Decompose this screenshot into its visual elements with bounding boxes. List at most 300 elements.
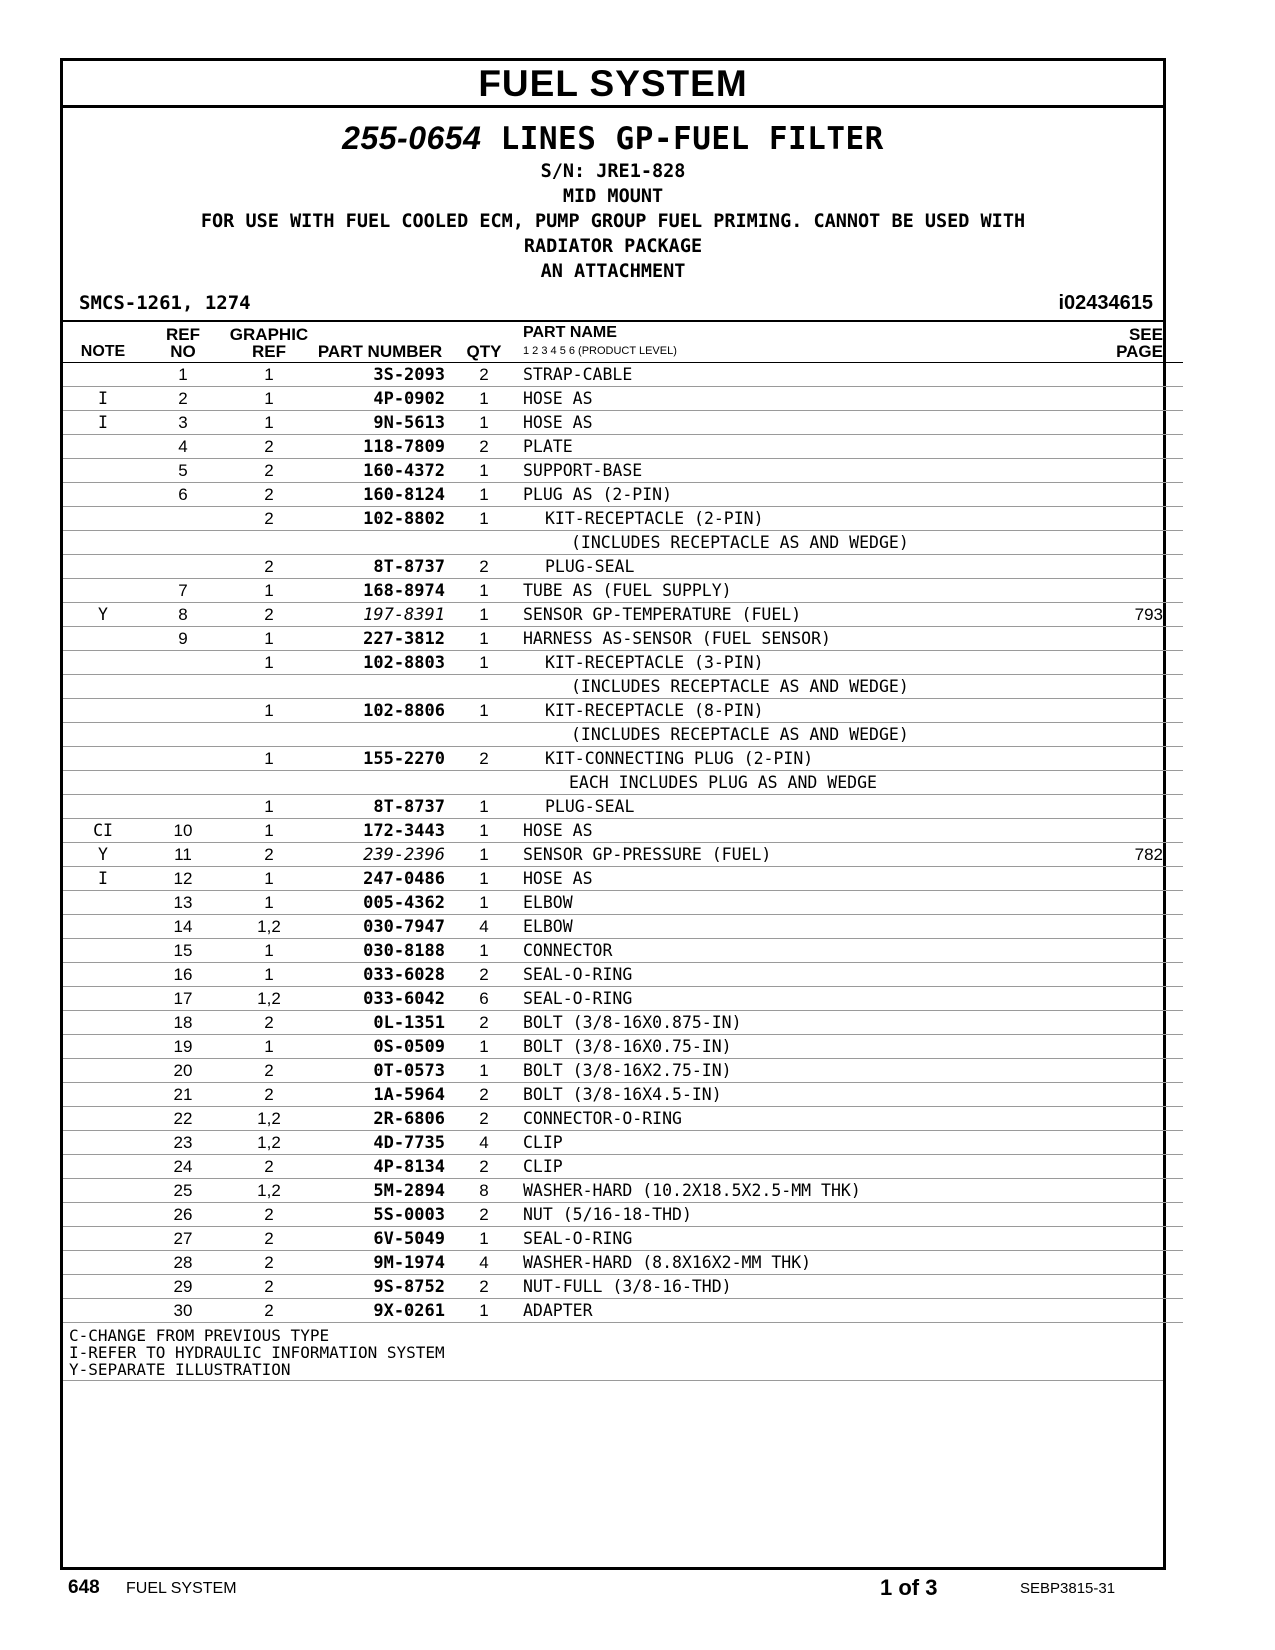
- cell-ref-no: 6: [143, 483, 223, 507]
- footer-section: FUEL SYSTEM: [126, 1580, 237, 1597]
- cell-ref-no: [143, 699, 223, 723]
- cell-graphic-ref: 2: [223, 1155, 315, 1179]
- cell-graphic-ref: 1,2: [223, 915, 315, 939]
- cell-ref-no: 8: [143, 603, 223, 627]
- cell-note: [63, 507, 143, 531]
- table-row: [63, 411, 1183, 435]
- cell-graphic-ref: 2: [223, 1083, 315, 1107]
- table-row: [63, 723, 1183, 747]
- part-name-text: BOLT (3/8-16X0.875-IN): [523, 1013, 742, 1032]
- table-row: [63, 1131, 1183, 1155]
- cell-part-name: [523, 963, 1043, 987]
- cell-note: [63, 483, 143, 507]
- cell-see-page: [1043, 939, 1183, 963]
- cell-part-number: 9N-5613: [315, 411, 445, 435]
- cell-part-name: [523, 723, 1043, 747]
- cell-qty: 4: [445, 1131, 523, 1155]
- cell-see-page: [1043, 387, 1183, 411]
- cell-graphic-ref: 2: [223, 483, 315, 507]
- part-name-text: SUPPORT-BASE: [523, 461, 643, 480]
- table-row: [63, 555, 1183, 579]
- part-name-text: (INCLUDES RECEPTACLE AS AND WEDGE): [571, 725, 909, 744]
- cell-part-name: [523, 915, 1043, 939]
- description-line-2: FOR USE WITH FUEL COOLED ECM, PUMP GROUP FUEL PRIMING. CANNOT BE USED WITH: [200, 211, 1026, 232]
- smcs-code: SMCS-1261, 1274: [79, 292, 251, 314]
- cell-see-page: [1043, 1131, 1183, 1155]
- cell-see-page: [1043, 963, 1183, 987]
- cell-ref-no: [143, 795, 223, 819]
- col-part-name: PART NAME 1 2 3 4 5 6 (PRODUCT LEVEL): [523, 324, 677, 357]
- part-name-text: SEAL-O-RING: [523, 965, 633, 984]
- cell-note: [63, 675, 143, 699]
- cell-part-name: [523, 387, 1043, 411]
- cell-ref-no: 10: [143, 819, 223, 843]
- cell-part-name: [523, 1035, 1043, 1059]
- table-row: [63, 987, 1183, 1011]
- cell-ref-no: 26: [143, 1203, 223, 1227]
- cell-qty: 1: [445, 795, 523, 819]
- cell-part-number: 0T-0573: [315, 1059, 445, 1083]
- cell-part-number: 160-8124: [315, 483, 445, 507]
- cell-note: [63, 555, 143, 579]
- cell-note: [63, 1131, 143, 1155]
- table-row: [63, 1227, 1183, 1251]
- cell-part-number: [315, 531, 445, 555]
- cell-part-name: [523, 459, 1043, 483]
- table-row: [63, 939, 1183, 963]
- part-name-text: BOLT (3/8-16X0.75-IN): [523, 1037, 732, 1056]
- cell-part-number: 1A-5964: [315, 1083, 445, 1107]
- cell-note: I: [63, 387, 143, 411]
- cell-ref-no: 11: [143, 843, 223, 867]
- cell-part-number: 6V-5049: [315, 1227, 445, 1251]
- col-part-number: PART NUMBER: [317, 342, 443, 361]
- table-row: [63, 603, 1183, 627]
- cell-qty: 2: [445, 555, 523, 579]
- cell-note: [63, 987, 143, 1011]
- cell-part-number: 102-8802: [315, 507, 445, 531]
- cell-graphic-ref: 2: [223, 1011, 315, 1035]
- section-title: FUEL SYSTEM: [63, 61, 1163, 108]
- table-row: [63, 1203, 1183, 1227]
- cell-part-number: 155-2270: [315, 747, 445, 771]
- cell-see-page: [1043, 699, 1183, 723]
- cell-graphic-ref: 1,2: [223, 987, 315, 1011]
- table-row: [63, 1107, 1183, 1131]
- table-row: [63, 1059, 1183, 1083]
- part-name-text: CLIP: [523, 1133, 563, 1152]
- cell-ref-no: [143, 747, 223, 771]
- cell-ref-no: 12: [143, 867, 223, 891]
- cell-ref-no: 17: [143, 987, 223, 1011]
- cell-ref-no: [143, 651, 223, 675]
- part-name-text: SEAL-O-RING: [523, 989, 633, 1008]
- cell-note: [63, 459, 143, 483]
- cell-graphic-ref: 1,2: [223, 1131, 315, 1155]
- cell-part-name: [523, 795, 1043, 819]
- cell-part-number: 8T-8737: [315, 555, 445, 579]
- cell-graphic-ref: 2: [223, 1203, 315, 1227]
- cell-qty: 8: [445, 1179, 523, 1203]
- cell-see-page: [1043, 483, 1183, 507]
- table-row: [63, 627, 1183, 651]
- cell-note: [63, 1083, 143, 1107]
- cell-graphic-ref: 1: [223, 747, 315, 771]
- cell-graphic-ref: 1: [223, 579, 315, 603]
- cell-qty: 1: [445, 1299, 523, 1323]
- cell-ref-no: 29: [143, 1275, 223, 1299]
- cell-graphic-ref: [223, 675, 315, 699]
- part-name-text: CONNECTOR: [523, 941, 613, 960]
- part-name-text: HOSE AS: [523, 413, 593, 432]
- cell-graphic-ref: [223, 771, 315, 795]
- part-name-text: HOSE AS: [523, 869, 593, 888]
- cell-part-name: [523, 1011, 1043, 1035]
- cell-ref-no: 9: [143, 627, 223, 651]
- cell-graphic-ref: 1: [223, 387, 315, 411]
- cell-qty: 4: [445, 1251, 523, 1275]
- notes-legend: [63, 1323, 1163, 1381]
- cell-graphic-ref: 1: [223, 699, 315, 723]
- table-row: [63, 915, 1183, 939]
- cell-note: [63, 915, 143, 939]
- cell-see-page: [1043, 795, 1183, 819]
- group-title: LINES GP-FUEL FILTER: [500, 121, 884, 157]
- table-row: [63, 1155, 1183, 1179]
- part-name-text: ELBOW: [523, 917, 573, 936]
- cell-ref-no: 19: [143, 1035, 223, 1059]
- footer-doc-code: SEBP3815-31: [1020, 1580, 1116, 1597]
- cell-note: [63, 1203, 143, 1227]
- cell-part-number: 9X-0261: [315, 1299, 445, 1323]
- cell-qty: [445, 675, 523, 699]
- cell-part-name: [523, 363, 1043, 387]
- cell-qty: 4: [445, 915, 523, 939]
- cell-part-name: [523, 531, 1043, 555]
- cell-see-page: [1043, 531, 1183, 555]
- cell-part-name: [523, 867, 1043, 891]
- parts-table: [63, 322, 1183, 1323]
- cell-graphic-ref: 2: [223, 843, 315, 867]
- table-row: [63, 675, 1183, 699]
- cell-qty: 6: [445, 987, 523, 1011]
- note-change: C-CHANGE FROM PREVIOUS TYPE: [69, 1326, 330, 1345]
- cell-part-name: [523, 411, 1043, 435]
- product-level-scale: 1 2 3 4 5 6 (PRODUCT LEVEL): [523, 345, 677, 357]
- cell-note: I: [63, 867, 143, 891]
- cell-qty: [445, 771, 523, 795]
- cell-part-number: 033-6042: [315, 987, 445, 1011]
- table-row: [63, 435, 1183, 459]
- cell-part-name: [523, 699, 1043, 723]
- cell-qty: 1: [445, 699, 523, 723]
- part-name-text: WASHER-HARD (10.2X18.5X2.5-MM THK): [523, 1181, 861, 1200]
- cell-part-number: 172-3443: [315, 819, 445, 843]
- part-name-text: PLUG-SEAL: [545, 797, 635, 816]
- cell-ref-no: 25: [143, 1179, 223, 1203]
- part-name-text: PLUG-SEAL: [545, 557, 635, 576]
- cell-part-name: [523, 507, 1043, 531]
- parts-table-body: [63, 363, 1183, 1323]
- cell-see-page: [1043, 1155, 1183, 1179]
- cell-part-number: 102-8806: [315, 699, 445, 723]
- part-name-text: TUBE AS (FUEL SUPPLY): [523, 581, 732, 600]
- cell-see-page: [1043, 1035, 1183, 1059]
- cell-see-page: [1043, 771, 1183, 795]
- footer-page-number: 648: [68, 1577, 100, 1598]
- cell-qty: 1: [445, 483, 523, 507]
- cell-ref-no: 2: [143, 387, 223, 411]
- cell-ref-no: 16: [143, 963, 223, 987]
- cell-part-number: 197-8391: [315, 603, 445, 627]
- part-name-text: BOLT (3/8-16X4.5-IN): [523, 1085, 722, 1104]
- cell-qty: 2: [445, 1155, 523, 1179]
- group-part-number: 255-0654: [342, 120, 482, 156]
- cell-graphic-ref: 2: [223, 1299, 315, 1323]
- cell-note: [63, 1251, 143, 1275]
- cell-graphic-ref: 1,2: [223, 1107, 315, 1131]
- cell-see-page: [1043, 1107, 1183, 1131]
- cell-qty: 1: [445, 939, 523, 963]
- cell-ref-no: [143, 771, 223, 795]
- part-name-text: HOSE AS: [523, 821, 593, 840]
- cell-ref-no: [143, 507, 223, 531]
- cell-part-name: [523, 1251, 1043, 1275]
- part-name-text: KIT-CONNECTING PLUG (2-PIN): [545, 749, 814, 768]
- cell-note: [63, 1011, 143, 1035]
- smcs-row: [63, 290, 1163, 322]
- table-row: [63, 963, 1183, 987]
- cell-part-number: 227-3812: [315, 627, 445, 651]
- cell-part-number: 9M-1974: [315, 1251, 445, 1275]
- cell-ref-no: 5: [143, 459, 223, 483]
- cell-ref-no: 28: [143, 1251, 223, 1275]
- cell-graphic-ref: 1: [223, 891, 315, 915]
- part-name-text: (INCLUDES RECEPTACLE AS AND WEDGE): [571, 677, 909, 696]
- cell-see-page: [1043, 1227, 1183, 1251]
- cell-ref-no: [143, 723, 223, 747]
- col-qty: QTY: [466, 342, 502, 361]
- cell-note: Y: [63, 603, 143, 627]
- cell-part-name: [523, 1059, 1043, 1083]
- cell-qty: 1: [445, 507, 523, 531]
- cell-part-name: [523, 603, 1043, 627]
- cell-ref-no: 18: [143, 1011, 223, 1035]
- table-row: [63, 795, 1183, 819]
- document-id: i02434615: [1058, 292, 1153, 314]
- cell-part-name: [523, 819, 1043, 843]
- cell-graphic-ref: 2: [223, 555, 315, 579]
- cell-part-name: [523, 1155, 1043, 1179]
- cell-see-page: [1043, 363, 1183, 387]
- cell-note: [63, 651, 143, 675]
- cell-qty: 1: [445, 411, 523, 435]
- page-footer: [0, 1575, 1275, 1605]
- cell-part-number: [315, 723, 445, 747]
- cell-graphic-ref: 2: [223, 1251, 315, 1275]
- cell-ref-no: 1: [143, 363, 223, 387]
- cell-part-number: 5M-2894: [315, 1179, 445, 1203]
- cell-part-number: 118-7809: [315, 435, 445, 459]
- cell-qty: 1: [445, 579, 523, 603]
- cell-part-number: 4P-0902: [315, 387, 445, 411]
- cell-part-name: [523, 843, 1043, 867]
- cell-see-page: [1043, 435, 1183, 459]
- cell-qty: 1: [445, 1059, 523, 1083]
- cell-ref-no: 20: [143, 1059, 223, 1083]
- cell-part-name: [523, 651, 1043, 675]
- part-name-text: ELBOW: [523, 893, 573, 912]
- cell-see-page: [1043, 1251, 1183, 1275]
- cell-note: [63, 1227, 143, 1251]
- table-row: [63, 1179, 1183, 1203]
- table-row: [63, 1251, 1183, 1275]
- cell-graphic-ref: 2: [223, 435, 315, 459]
- cell-part-number: 033-6028: [315, 963, 445, 987]
- table-row: [63, 531, 1183, 555]
- cell-ref-no: 3: [143, 411, 223, 435]
- cell-see-page: [1043, 1083, 1183, 1107]
- cell-ref-no: [143, 555, 223, 579]
- cell-graphic-ref: 1: [223, 867, 315, 891]
- table-row: [63, 747, 1183, 771]
- cell-part-name: [523, 483, 1043, 507]
- cell-part-name: [523, 1275, 1043, 1299]
- cell-part-number: 030-7947: [315, 915, 445, 939]
- cell-ref-no: 21: [143, 1083, 223, 1107]
- cell-ref-no: 7: [143, 579, 223, 603]
- cell-see-page: [1043, 987, 1183, 1011]
- table-row: [63, 483, 1183, 507]
- col-note: NOTE: [80, 343, 126, 360]
- col-see-page: SEE PAGE: [1116, 325, 1163, 361]
- part-name-text: PLATE: [523, 437, 573, 456]
- cell-see-page: [1043, 675, 1183, 699]
- cell-see-page: [1043, 1299, 1183, 1323]
- cell-see-page: [1043, 1179, 1183, 1203]
- cell-see-page: [1043, 915, 1183, 939]
- cell-see-page: [1043, 1275, 1183, 1299]
- cell-graphic-ref: 1,2: [223, 1179, 315, 1203]
- cell-part-number: 0S-0509: [315, 1035, 445, 1059]
- cell-see-page: [1043, 555, 1183, 579]
- cell-see-page: [1043, 819, 1183, 843]
- cell-see-page: [1043, 507, 1183, 531]
- part-name-text: KIT-RECEPTACLE (8-PIN): [545, 701, 764, 720]
- description-line-1: MID MOUNT: [562, 186, 664, 207]
- table-row: [63, 1035, 1183, 1059]
- cell-note: [63, 627, 143, 651]
- cell-part-number: 3S-2093: [315, 363, 445, 387]
- cell-part-name: [523, 1299, 1043, 1323]
- table-header-row: [63, 322, 1183, 363]
- cell-part-name: [523, 435, 1043, 459]
- cell-graphic-ref: 1: [223, 627, 315, 651]
- table-row: [63, 867, 1183, 891]
- part-name-text: SENSOR GP-TEMPERATURE (FUEL): [523, 605, 802, 624]
- cell-see-page: [1043, 459, 1183, 483]
- cell-graphic-ref: [223, 531, 315, 555]
- cell-note: [63, 699, 143, 723]
- cell-part-number: 4P-8134: [315, 1155, 445, 1179]
- cell-part-name: [523, 1083, 1043, 1107]
- cell-part-number: 030-8188: [315, 939, 445, 963]
- cell-part-name: [523, 939, 1043, 963]
- page-frame: [60, 58, 1166, 1570]
- description-line-3: RADIATOR PACKAGE: [523, 236, 703, 257]
- cell-part-number: [315, 771, 445, 795]
- cell-part-name: [523, 891, 1043, 915]
- table-row: [63, 1299, 1183, 1323]
- table-row: [63, 651, 1183, 675]
- cell-note: [63, 363, 143, 387]
- cell-qty: 2: [445, 747, 523, 771]
- cell-ref-no: 22: [143, 1107, 223, 1131]
- cell-see-page: [1043, 747, 1183, 771]
- table-row: [63, 843, 1183, 867]
- table-row: [63, 579, 1183, 603]
- cell-see-page: [1043, 579, 1183, 603]
- part-name-text: CONNECTOR-O-RING: [523, 1109, 682, 1128]
- table-row: [63, 771, 1183, 795]
- cell-graphic-ref: 2: [223, 603, 315, 627]
- cell-qty: 1: [445, 1227, 523, 1251]
- cell-see-page: 782: [1043, 843, 1183, 867]
- cell-qty: 2: [445, 1107, 523, 1131]
- cell-part-name: [523, 627, 1043, 651]
- cell-qty: 1: [445, 891, 523, 915]
- cell-part-number: 4D-7735: [315, 1131, 445, 1155]
- table-row: [63, 507, 1183, 531]
- cell-graphic-ref: 1: [223, 363, 315, 387]
- cell-qty: 1: [445, 459, 523, 483]
- cell-qty: 1: [445, 627, 523, 651]
- cell-part-name: [523, 747, 1043, 771]
- cell-part-name: [523, 1131, 1043, 1155]
- col-ref-no: REF NO: [166, 325, 200, 361]
- cell-part-name: [523, 987, 1043, 1011]
- part-name-text: ADAPTER: [523, 1301, 593, 1320]
- cell-note: CI: [63, 819, 143, 843]
- cell-ref-no: 14: [143, 915, 223, 939]
- cell-part-number: 168-8974: [315, 579, 445, 603]
- cell-ref-no: 23: [143, 1131, 223, 1155]
- cell-note: Y: [63, 843, 143, 867]
- cell-part-name: [523, 771, 1043, 795]
- cell-note: [63, 1059, 143, 1083]
- table-row: [63, 819, 1183, 843]
- cell-see-page: [1043, 1203, 1183, 1227]
- cell-qty: 2: [445, 1011, 523, 1035]
- cell-part-number: 2R-6806: [315, 1107, 445, 1131]
- cell-graphic-ref: 1: [223, 963, 315, 987]
- cell-part-number: 005-4362: [315, 891, 445, 915]
- cell-qty: [445, 531, 523, 555]
- cell-note: [63, 1275, 143, 1299]
- cell-see-page: [1043, 411, 1183, 435]
- cell-graphic-ref: 1: [223, 651, 315, 675]
- part-name-text: NUT (5/16-18-THD): [523, 1205, 692, 1224]
- cell-graphic-ref: 2: [223, 507, 315, 531]
- cell-see-page: [1043, 867, 1183, 891]
- cell-part-name: [523, 579, 1043, 603]
- cell-note: [63, 963, 143, 987]
- part-name-text: EACH INCLUDES PLUG AS AND WEDGE: [569, 773, 877, 792]
- cell-qty: 1: [445, 1035, 523, 1059]
- cell-see-page: [1043, 1011, 1183, 1035]
- cell-graphic-ref: 1: [223, 411, 315, 435]
- cell-ref-no: [143, 531, 223, 555]
